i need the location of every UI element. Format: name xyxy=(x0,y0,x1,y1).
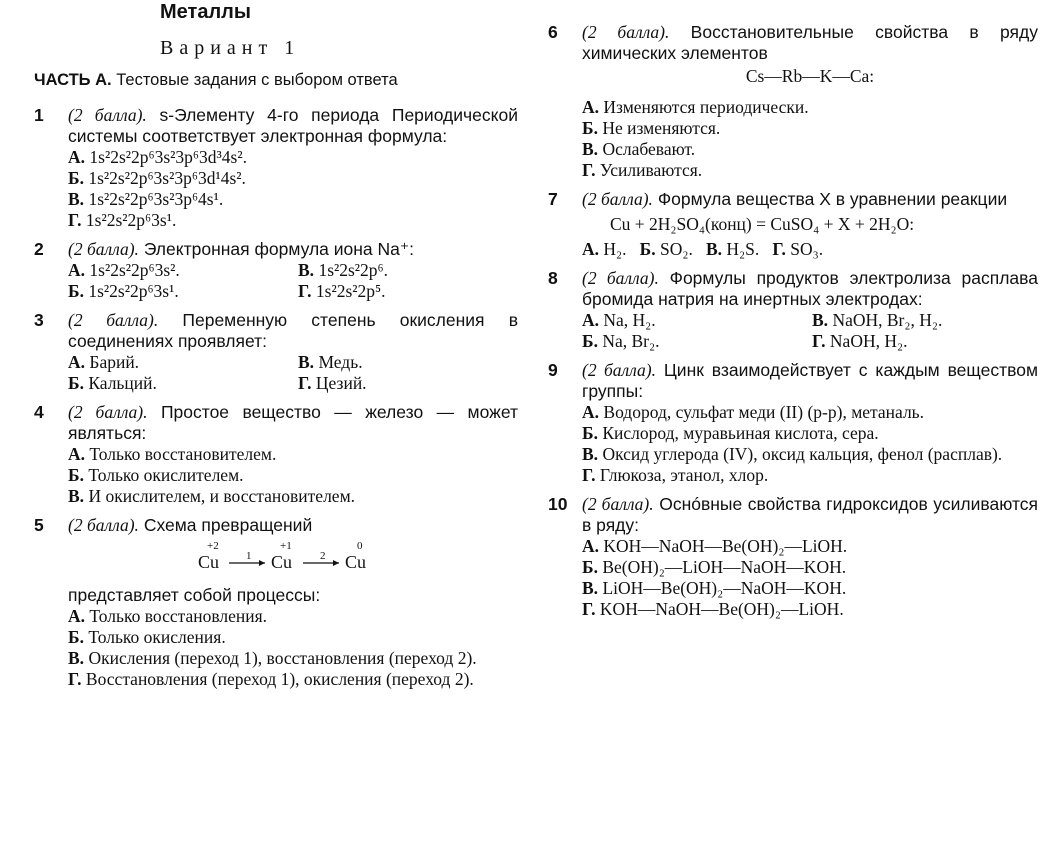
question-number: 10 xyxy=(548,494,568,514)
answer-option[interactable]: В. Оксид углерода (IV), оксид кальция, фенол (расплав). xyxy=(582,444,1003,464)
answer-option[interactable]: Б. Только окисления. xyxy=(68,627,226,647)
species-label: Cu xyxy=(345,552,367,572)
answer-option[interactable]: В. И окислителем, и восстановителем. xyxy=(68,486,356,506)
answer-option[interactable]: Г. Цезий. xyxy=(298,373,367,393)
answer-option[interactable]: А. 1s²2s²2p⁶3s². xyxy=(68,260,180,280)
reaction-equation: Cu + 2H₂SO₄(конц) = CuSO₄ + X + 2H₂O: xyxy=(610,214,915,234)
answer-option[interactable]: В. NaOH, Br₂, H₂. xyxy=(812,310,943,330)
answer-option[interactable]: Г. 1s²2s²2p⁶3s¹. xyxy=(68,210,177,230)
answer-option[interactable]: Г. 1s²2s²2p⁵. xyxy=(298,281,386,301)
question-number: 5 xyxy=(34,515,44,535)
question-number: 2 xyxy=(34,239,44,259)
answer-option[interactable]: Г. Восстановления (переход 1), окисления (переход 2). xyxy=(68,669,474,689)
answer-option[interactable]: В. 1s²2s²2p⁶3s²3p⁶4s¹. xyxy=(68,189,224,209)
answer-option[interactable]: В. 1s²2s²2p⁶. xyxy=(298,260,389,280)
question-text: Формулы продуктов электролиза расплава бромида натрия на инертных электродах: xyxy=(582,268,1038,309)
answer-option[interactable]: Б. Na, Br₂. xyxy=(582,331,660,351)
answer-option[interactable]: Б. Кальций. xyxy=(68,373,157,393)
question-points: (2 балла). xyxy=(582,268,659,288)
oxidation-state: 0 xyxy=(357,540,363,552)
answer-option[interactable]: В. LiOH—Be(OH)₂—NaOH—KOH. xyxy=(582,578,847,598)
oxidation-state: +1 xyxy=(280,540,292,552)
question-7 xyxy=(548,189,1038,260)
question-points: (2 балла). xyxy=(582,22,670,42)
question-number: 7 xyxy=(548,189,558,209)
page-title: Металлы xyxy=(160,1,251,23)
question-text: Переменную степень окисления в соединениях проявляет: xyxy=(68,310,518,351)
question-number: 1 xyxy=(34,105,44,125)
question-points: (2 балла). xyxy=(68,515,139,535)
question-text: Электронная формула иона Na⁺: xyxy=(143,239,414,259)
answer-option[interactable]: В. Ослабевают. xyxy=(582,139,696,159)
answer-option[interactable]: Б. 1s²2s²2p⁶3s¹. xyxy=(68,281,179,301)
question-points: (2 балла). xyxy=(68,105,147,125)
question-points: (2 балла). xyxy=(582,189,653,209)
question-text: Восстановительные свойства в ряду химических элементов xyxy=(582,22,1038,63)
answer-option[interactable]: Б. SO₂. xyxy=(639,239,693,259)
scheme-diagram xyxy=(193,538,393,578)
question-8 xyxy=(548,268,1038,352)
question-number: 6 xyxy=(548,22,558,42)
variant-label: Вариант 1 xyxy=(160,37,301,59)
answer-option[interactable]: А. Водород, сульфат меди (II) (р-р), метаналь. xyxy=(582,402,925,422)
question-4 xyxy=(34,402,518,507)
answer-option[interactable]: В. Окисления (переход 1), восстановления (переход 2). xyxy=(68,648,477,668)
answer-option[interactable]: А. Барий. xyxy=(68,352,140,372)
part-text: Тестовые задания с выбором ответа xyxy=(116,71,398,89)
question-continuation: представляет собой процессы: xyxy=(68,585,321,605)
answer-option[interactable]: В. Медь. xyxy=(298,352,363,372)
species-label: Cu xyxy=(198,552,220,572)
question-5 xyxy=(34,515,518,690)
question-10 xyxy=(548,494,1038,620)
question-number: 8 xyxy=(548,268,558,288)
answer-option[interactable]: А. Только восстановления. xyxy=(68,606,268,626)
answer-option[interactable]: А. Изменяются периодически. xyxy=(582,97,809,117)
answer-option[interactable]: А. Только восстановителем. xyxy=(68,444,277,464)
answer-option[interactable]: А. H₂. xyxy=(582,239,627,259)
answer-option[interactable]: Б. Только окислителем. xyxy=(68,465,244,485)
question-3 xyxy=(34,310,518,394)
answer-option[interactable]: Г. Усиливаются. xyxy=(582,160,703,180)
question-points: (2 балла). xyxy=(582,494,654,514)
part-label: ЧАСТЬ А. xyxy=(34,71,112,89)
question-9 xyxy=(548,360,1038,486)
inline-options xyxy=(582,239,1038,260)
answer-option[interactable]: Б. Не изменяются. xyxy=(582,118,721,138)
question-points: (2 балла). xyxy=(582,360,656,380)
question-points: (2 балла). xyxy=(68,239,139,259)
part-heading xyxy=(34,70,518,91)
oxidation-state: +2 xyxy=(207,540,219,552)
question-text: Схема превращений xyxy=(143,515,313,535)
step-label: 1 xyxy=(246,550,252,562)
question-2 xyxy=(34,239,518,302)
question-text: Простое вещество — железо — может являться: xyxy=(68,402,518,443)
answer-option[interactable]: А. Na, H₂. xyxy=(582,310,656,330)
question-points: (2 балла). xyxy=(68,402,148,422)
question-text: s-Элементу 4-го периода Периодической системы соответствует электронная формула: xyxy=(68,105,518,146)
answer-option[interactable]: А. 1s²2s²2p⁶3s²3p⁶3d³4s². xyxy=(68,147,247,167)
answer-option[interactable]: Б. 1s²2s²2p⁶3s²3p⁶3d¹4s². xyxy=(68,168,246,188)
question-6 xyxy=(548,22,1038,181)
question-text: Формула вещества X в уравнении реакции xyxy=(657,189,1008,209)
answer-option[interactable]: В. H₂S. xyxy=(705,239,760,259)
answer-option[interactable]: Г. KOH—NaOH—Be(OH)₂—LiOH. xyxy=(582,599,844,619)
question-text: Цинк взаимодействует с каждым веществом группы: xyxy=(582,360,1038,401)
arrow-head xyxy=(259,560,265,566)
question-points: (2 балла). xyxy=(68,310,159,330)
arrow-head xyxy=(333,560,339,566)
answer-option[interactable]: Б. Кислород, муравьиная кислота, сера. xyxy=(582,423,879,443)
answer-option[interactable]: Г. SO₃. xyxy=(772,239,824,259)
question-number: 3 xyxy=(34,310,44,330)
question-text: Оснóвные свойства гидроксидов усиливаются в ряду: xyxy=(582,494,1038,535)
answer-option[interactable]: Г. Глюкоза, этанол, хлор. xyxy=(582,465,769,485)
right-column xyxy=(548,22,1038,620)
left-column xyxy=(34,0,518,690)
answer-option[interactable]: А. KOH—NaOH—Be(OH)₂—LiOH. xyxy=(582,536,848,556)
question-1 xyxy=(34,105,518,231)
question-number: 4 xyxy=(34,402,44,422)
transformation-scheme xyxy=(68,538,518,583)
answer-option[interactable]: Б. Be(OH)₂—LiOH—NaOH—KOH. xyxy=(582,557,847,577)
question-number: 9 xyxy=(548,360,558,380)
species-label: Cu xyxy=(271,552,293,572)
element-series: Cs—Rb—K—Ca: xyxy=(745,66,875,86)
step-label: 2 xyxy=(320,550,326,562)
answer-option[interactable]: Г. NaOH, H₂. xyxy=(812,331,908,351)
